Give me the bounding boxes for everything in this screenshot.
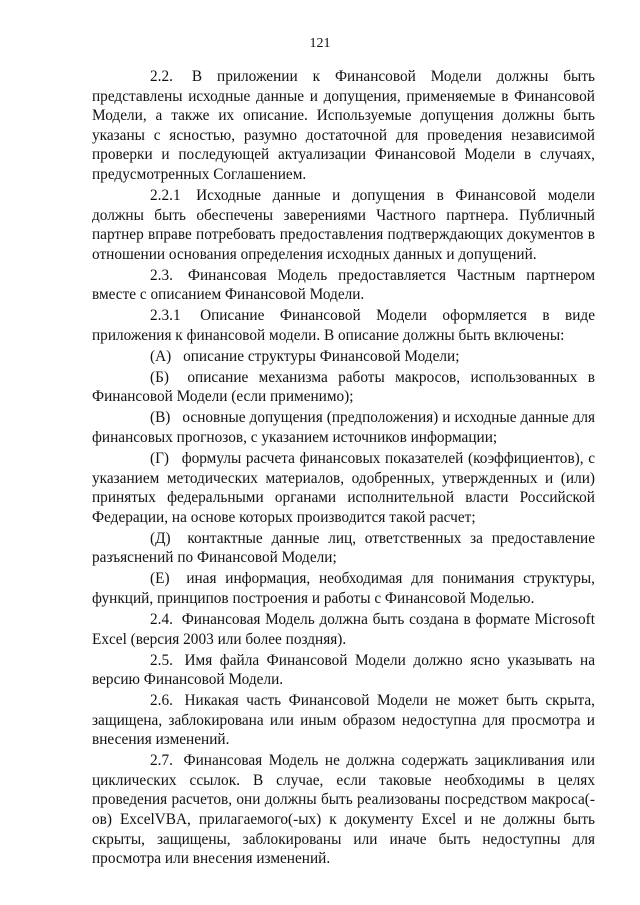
clause-text: Никакая часть Финансовой Модели не может быть скрыта, защищена, заблокирована или иным образом недоступна для просмотра и внесения изменений. [92, 692, 595, 749]
clause-text: Имя файла Финансовой Модели должно ясно указывать на версию Финансовой Модели. [92, 651, 595, 689]
clause-text: Финансовая Модель должна быть создана в формате Microsoft Excel (версия 2003 или более поздняя). [92, 610, 595, 648]
clause-number: 2.3.1 [150, 307, 181, 325]
clause-2-6 [92, 691, 595, 750]
list-item-text: формулы расчета финансовых показателей (коэффициентов), с указанием методических материалов, одобренных, утвержденных и (или) принятых федеральными органами исполнительной власти Российской Федерации, на основе которых производится такой расчет; [92, 450, 596, 526]
list-item-marker: (Е) [150, 570, 170, 588]
clause-number: 2.7. [150, 752, 173, 770]
clause-text: Финансовая Модель не должна содержать зацикливания или циклических ссылок. В случае, если таковые необходимы в целях проведения расчетов, они должны быть реализованы посредством макроса(-ов) ExcelVBA, прилагаемого(-ых) к документу Excel и не должны быть скрыты, защищены, заблокированы или иначе быть недоступны для просмотра или внесения изменений. [92, 752, 595, 868]
clause-2-2-1 [92, 186, 595, 264]
clause-2-3-1 [92, 306, 595, 345]
list-item-marker: (Б) [150, 368, 169, 386]
list-item-g [92, 449, 595, 527]
list-item-text: иная информация, необходимая для понимания структуры, функций, принципов построения и работы с Финансовой Моделью. [92, 570, 595, 607]
list-item-text: описание механизма работы макросов, использованных в Финансовой Модели (если применимо); [92, 368, 595, 406]
clause-text: Описание Финансовой Модели оформляется в виде приложения к финансовой модели. В описание должны быть включены: [92, 307, 596, 344]
clause-2-2 [92, 67, 595, 185]
list-item-b [92, 368, 595, 407]
clause-number: 2.6. [150, 692, 173, 710]
list-item-d [92, 529, 595, 568]
list-item-text: описание структуры Финансовой Модели; [183, 347, 460, 365]
document-body [92, 67, 595, 870]
list-item-e [92, 569, 595, 608]
list-item-text: основные допущения (предположения) и исходные данные для финансовых прогнозов, с указанием источников информации; [92, 409, 595, 447]
clause-2-5 [92, 651, 595, 690]
list-item-marker: (Д) [150, 529, 171, 547]
list-item-marker: (Г) [150, 450, 170, 468]
clause-number: 2.5. [150, 651, 173, 669]
list-item-marker: (А) [150, 347, 172, 365]
clause-2-3 [92, 266, 595, 305]
clause-2-4 [92, 610, 595, 649]
clause-text: Финансовая Модель предоставляется Частным партнером вместе с описанием Финансовой Модели. [92, 266, 595, 304]
list-item-a [92, 347, 595, 367]
page-number: 121 [309, 36, 331, 51]
list-item-text: контактные данные лиц, ответственных за предоставление разъяснений по Финансовой Модели; [92, 529, 595, 567]
list-item-marker: (В) [150, 409, 171, 427]
list-item-v [92, 408, 595, 447]
clause-number: 2.4. [150, 610, 173, 628]
clause-number: 2.2.1 [150, 186, 181, 204]
clause-text: В приложении к Финансовой Модели должны быть представлены исходные данные и допущения, применяемые в Финансовой Модели, а также их описание. Используемые допущения должны быть указаны с ясностью, разумно достаточной для проведения независимой проверки и последующей актуализации Финансовой Модели в случаях, предусмотренных Соглашением. [92, 68, 595, 183]
clause-text: Исходные данные и допущения в Финансовой модели должны быть обеспечены заверениями Частного партнера. Публичный партнер вправе потребовать предоставления подтверждающих документов в отношении основания определения исходных данных и допущений. [92, 186, 595, 263]
clause-number: 2.2. [150, 68, 173, 85]
clause-number: 2.3. [150, 266, 173, 284]
clause-2-7 [92, 751, 595, 869]
